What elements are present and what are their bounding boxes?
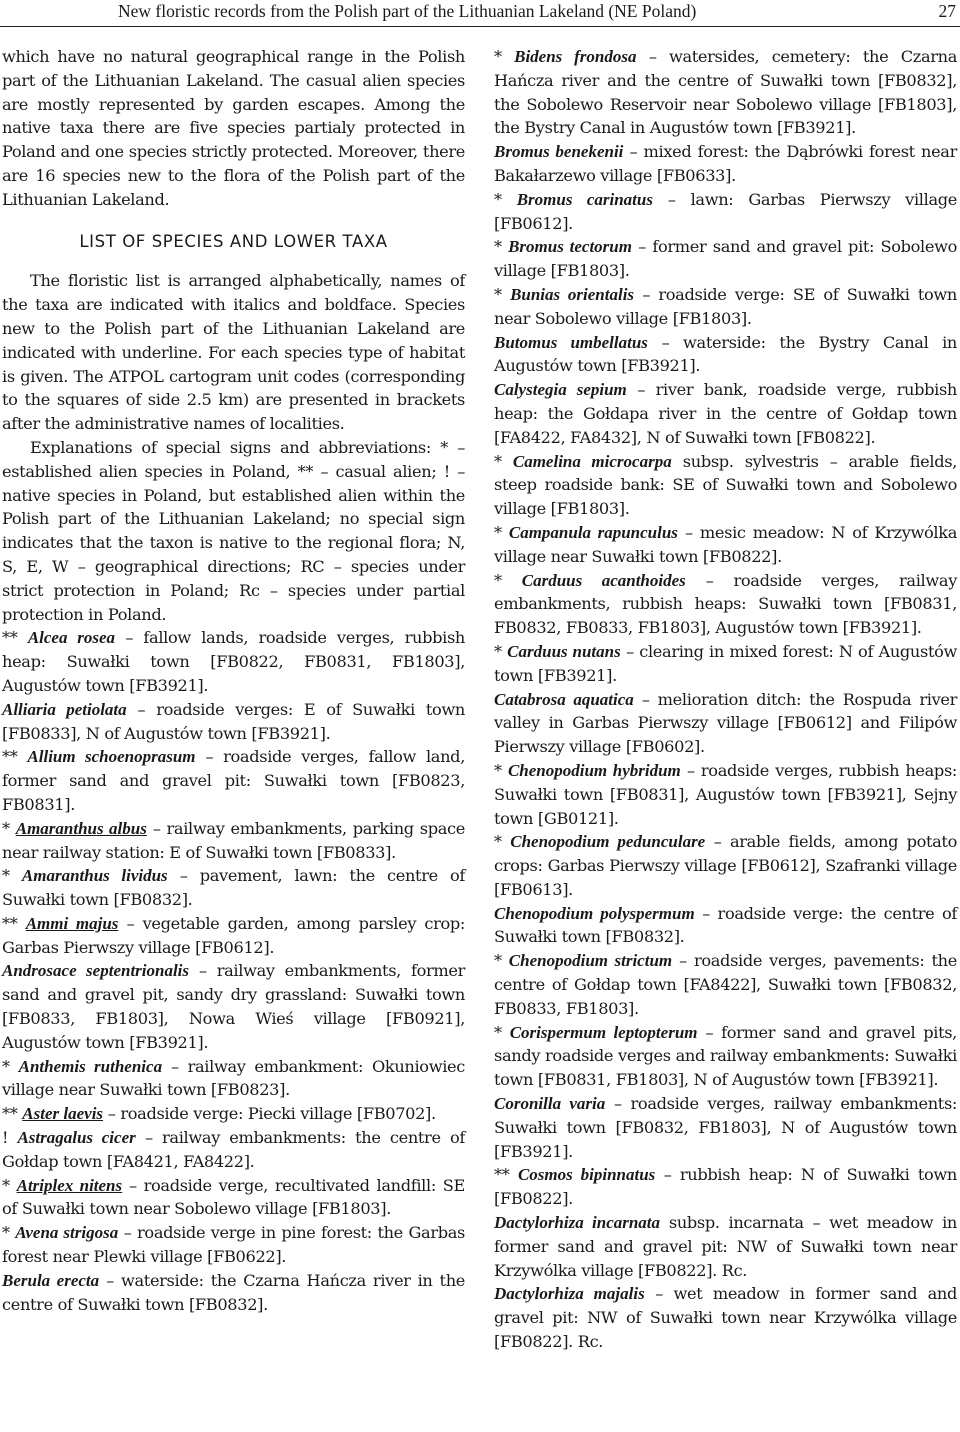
species-description: – watersides, cemetery: the Czarna Hańcza river and the centre of Suwałki town [FB0832], the Sobolewo Reservoir near Sobolewo village [FB1803], the Bystry Canal in Augustów town [FB3921].	[494, 47, 958, 138]
species-list-right	[494, 45, 957, 1354]
species-entry	[494, 1282, 957, 1353]
species-description: – railway embankments, parking space near railway station: E of Suwałki town [FB0833].	[2, 818, 465, 862]
species-entry	[494, 902, 957, 950]
status-sign: *	[2, 1056, 19, 1076]
species-entry	[494, 949, 957, 1020]
species-name: Camelina microcarpa	[512, 451, 672, 471]
species-name: Dactylorhiza incarnata	[494, 1213, 661, 1233]
status-sign: *	[494, 47, 515, 66]
species-entry	[494, 283, 957, 331]
species-name: Chenopodium strictum	[508, 951, 673, 971]
species-description: – roadside verges, railway embankments: Suwałki town [FB0832, FB1803], N of Augustów town [FB3921].	[494, 1094, 958, 1161]
species-description: – railway embankments: the centre of Gołdap town [FA8421, FA8422].	[2, 1128, 465, 1171]
species-description: – clearing in mixed forest: N of Augustów town [FB3921].	[494, 641, 958, 685]
species-entry	[494, 331, 957, 379]
species-entry	[494, 140, 957, 188]
species-list-left	[2, 626, 465, 1316]
status-sign: *	[494, 451, 513, 471]
running-header	[0, 0, 960, 27]
species-entry	[494, 759, 957, 830]
species-name: Alcea rosea	[27, 628, 116, 648]
species-description: – fallow lands, roadside verges, rubbish heap: Suwałki town [FB0822, FB0831, FB1803], Augustów town [FB3921].	[2, 628, 465, 695]
species-entry	[494, 1211, 957, 1282]
status-sign: *	[494, 1022, 510, 1042]
species-entry	[2, 864, 465, 912]
species-name: Berula erecta	[2, 1270, 100, 1290]
species-name: Chenopodium polyspermum	[494, 903, 695, 923]
species-name: Astragalus cicer	[17, 1128, 136, 1148]
species-description: – roadside verge: Piecki village [FB0702].	[103, 1104, 436, 1124]
species-entry	[2, 1055, 465, 1103]
status-sign: *	[494, 760, 508, 780]
status-sign: **	[2, 628, 28, 648]
species-entry	[2, 817, 465, 865]
species-entry	[494, 450, 957, 521]
species-name: Carduus acanthoides	[521, 570, 686, 590]
status-sign: **	[494, 1165, 518, 1185]
species-entry	[2, 1221, 465, 1269]
status-sign: *	[2, 818, 16, 838]
species-description: – roadside verges, fallow land, former sand and gravel pit: Suwałki town [FB0823, FB0831].	[2, 747, 465, 814]
species-entry	[494, 235, 957, 283]
species-entry	[494, 569, 957, 640]
status-sign: *	[2, 1223, 16, 1243]
status-sign: **	[2, 1104, 23, 1124]
species-description: subsp. incarnata – wet meadow in former sand and gravel pit: NW of Suwałki town near Krzywólka village [FB0822]. Rc.	[494, 1213, 957, 1280]
species-description: – vegetable garden, among parsley crop: Garbas Pierwszy village [FB0612].	[2, 913, 465, 957]
species-entry	[494, 1021, 957, 1092]
species-name: Cosmos bipinnatus	[517, 1165, 656, 1185]
species-name: Butomus umbellatus	[494, 332, 648, 352]
species-description: – roadside verges: E of Suwałki town [FB0833], N of Augustów town [FB3921].	[2, 699, 466, 743]
species-name: Anthemis ruthenica	[18, 1056, 163, 1076]
species-entry	[2, 626, 465, 697]
species-description: – roadside verges, railway embankments, rubbish heaps: Suwałki town [FB0831, FB0832, FB0833, FB1803], Augustów town [FB3921].	[494, 570, 957, 638]
species-name: Bromus tectorum	[508, 237, 632, 257]
species-name: Androsace septentrionalis	[2, 961, 190, 981]
species-entry	[494, 378, 957, 449]
species-description: – railway embankments, former sand and gravel pit, sandy dry grassland: Suwałki town [FB0833, FB1803], Nowa Wieś village [FB0921], Augustów town [FB3921].	[2, 961, 465, 1052]
species-entry	[2, 698, 465, 746]
status-sign: *	[494, 570, 522, 590]
species-description: – roadside verge, recultivated landfill: SE of Suwałki town near Sobolewo village [FB1803].	[2, 1175, 466, 1219]
species-description: – railway embankment: Okuniowiec village near Suwałki town [FB0823].	[2, 1056, 465, 1100]
status-sign: *	[494, 189, 517, 209]
species-name: Amaranthus lividus	[21, 866, 168, 886]
status-sign: **	[2, 913, 26, 933]
species-description: – wet meadow in former sand and gravel pit: NW of Suwałki town near Krzywólka village [FB0822]. Rc.	[494, 1284, 958, 1352]
species-name: Avena strigosa	[15, 1223, 119, 1243]
species-name: Bromus carinatus	[516, 189, 653, 209]
species-entry	[494, 640, 957, 688]
species-name: Campanula rapunculus	[508, 522, 678, 542]
abbreviations-paragraph: Explanations of special signs and abbreviations: * – established alien species in Poland, ** – casual alien; ! – native species in Poland, but established alien within the Polish part of the Lithuanian Lakeland; no special sign indicates that the taxon is native to the regional flora; N, S, E, W – geographical directions; RC – species under strict protection in Poland; Rc – species under partial protection in Poland.	[2, 437, 465, 624]
species-entry	[494, 45, 957, 140]
status-sign: *	[2, 866, 22, 886]
species-name: Aster laevis	[22, 1104, 104, 1124]
species-entry	[2, 1174, 465, 1222]
species-name: Allium schoenoprasum	[27, 747, 196, 767]
species-entry	[2, 912, 465, 960]
species-description: subsp. sylvestris – arable fields, steep roadside bank: SE of Suwałki town and Sobolewo village [FB1803].	[494, 451, 958, 519]
left-column	[2, 45, 465, 1316]
species-name: Chenopodium pedunculare	[510, 832, 706, 852]
species-description: – roadside verges, pavements: the centre of Gołdap town [FA8422], Suwałki town [FB0832, FB0833, FB1803].	[494, 951, 957, 1018]
species-description: – arable fields, among potato crops: Garbas Pierwszy village [FB0612], Szafranki village [FB0613].	[494, 832, 957, 899]
species-name: Amaranthus albus	[15, 818, 147, 838]
intro-paragraph: which have no natural geographical range in the Polish part of the Lithuanian Lakeland. The casual alien species are mostly represented by garden escapes. Among the native taxa there are five species partialy protected in Poland and one species strictly protected. Moreover, there are 16 species new to the flora of the Polish part of the Lithuanian Lakeland.	[2, 47, 465, 209]
species-entry	[494, 1163, 957, 1211]
species-name: Alliaria petiolata	[2, 699, 127, 719]
method-paragraph: The floristic list is arranged alphabetically, names of the taxa are indicated with italics and boldface. Species new to the Polish part of the Lithuanian Lakeland are indicated with underline. For each species type of habitat is given. The ATPOL cartogram unit codes (corresponding to the squares of side 2.5 km) are presented in brackets after the administrative names of localities.	[2, 271, 465, 434]
section-heading: LIST OF SPECIES AND LOWER TAXA	[79, 231, 388, 251]
species-entry	[494, 830, 957, 901]
species-description: – waterside: the Bystry Canal in Augustów town [FB3921].	[494, 332, 958, 376]
species-description: – melioration ditch: the Rospuda river valley in Garbas Pierwszy village [FB0612] and Filipów Pierwszy village [FB0602].	[494, 689, 957, 757]
species-name: Chenopodium hybridum	[507, 760, 681, 780]
species-entry	[494, 521, 957, 569]
running-title: New floristic records from the Polish part of the Lithuanian Lakeland (NE Poland)	[118, 1, 697, 21]
status-sign: **	[2, 747, 28, 767]
species-name: Catabrosa aquatica	[494, 689, 634, 709]
species-name: Coronilla varia	[494, 1094, 606, 1114]
species-name: Corispermum leptopterum	[509, 1022, 698, 1042]
species-description: – rubbish heap: N of Suwałki town [FB0822].	[494, 1165, 957, 1209]
status-sign: !	[2, 1128, 18, 1148]
species-description: – lawn: Garbas Pierwszy village [FB0612].	[494, 189, 957, 233]
page-number: 27	[938, 1, 956, 21]
status-sign: *	[494, 237, 509, 257]
species-description: – former sand and gravel pit: Sobolewo village [FB1803].	[494, 237, 957, 281]
species-description: – roadside verge: the centre of Suwałki town [FB0832].	[494, 903, 957, 947]
species-description: – mixed forest: the Dąbrówki forest near Bakałarzewo village [FB0633].	[494, 142, 957, 185]
species-name: Dactylorhiza majalis	[494, 1284, 645, 1304]
species-description: – river bank, roadside verge, rubbish heap: the Gołdapa river in the centre of Gołdap town [FA8422, FA8432], N of Suwałki town [FB0822].	[494, 380, 957, 447]
species-description: – pavement, lawn: the centre of Suwałki town [FB0832].	[2, 866, 466, 910]
species-description: – former sand and gravel pits, sandy roadside verges and railway embankments: Suwałki town [FB0831, FB1803], N of Augustów town [FB3921].	[494, 1022, 957, 1090]
species-name: Bidens frondosa	[514, 47, 637, 66]
species-description: – roadside verge in pine forest: the Garbas forest near Plewki village [FB0622].	[2, 1223, 465, 1267]
species-name: Bromus benekenii	[494, 142, 624, 162]
species-entry	[2, 745, 465, 816]
species-entry	[2, 1126, 465, 1174]
species-name: Bunias orientalis	[510, 284, 635, 304]
status-sign: *	[494, 832, 511, 852]
species-entry	[2, 1269, 465, 1317]
status-sign: *	[494, 951, 509, 971]
status-sign: *	[494, 284, 511, 304]
species-name: Ammi majus	[25, 913, 119, 933]
species-name: Carduus nutans	[507, 641, 621, 661]
species-description: – waterside: the Czarna Hańcza river in the centre of Suwałki town [FB0832].	[2, 1270, 466, 1314]
status-sign: *	[494, 641, 508, 661]
species-name: Calystegia sepium	[494, 380, 627, 400]
species-entry	[2, 1102, 465, 1126]
species-name: Atriplex nitens	[16, 1175, 123, 1195]
species-entry	[494, 688, 957, 759]
species-description: – mesic meadow: N of Krzywólka village near Suwałki town [FB0822].	[494, 522, 958, 566]
status-sign: *	[494, 522, 509, 542]
species-entry	[494, 188, 957, 236]
species-entry	[2, 959, 465, 1054]
right-column	[494, 45, 957, 1354]
status-sign: *	[2, 1175, 17, 1195]
species-description: – roadside verge: SE of Suwałki town near Sobolewo village [FB1803].	[494, 284, 957, 328]
species-description: – roadside verges, rubbish heaps: Suwałki town [FB0831], Augustów town [FB3921], Sejny town [GB0121].	[494, 760, 958, 828]
species-entry	[494, 1092, 957, 1163]
